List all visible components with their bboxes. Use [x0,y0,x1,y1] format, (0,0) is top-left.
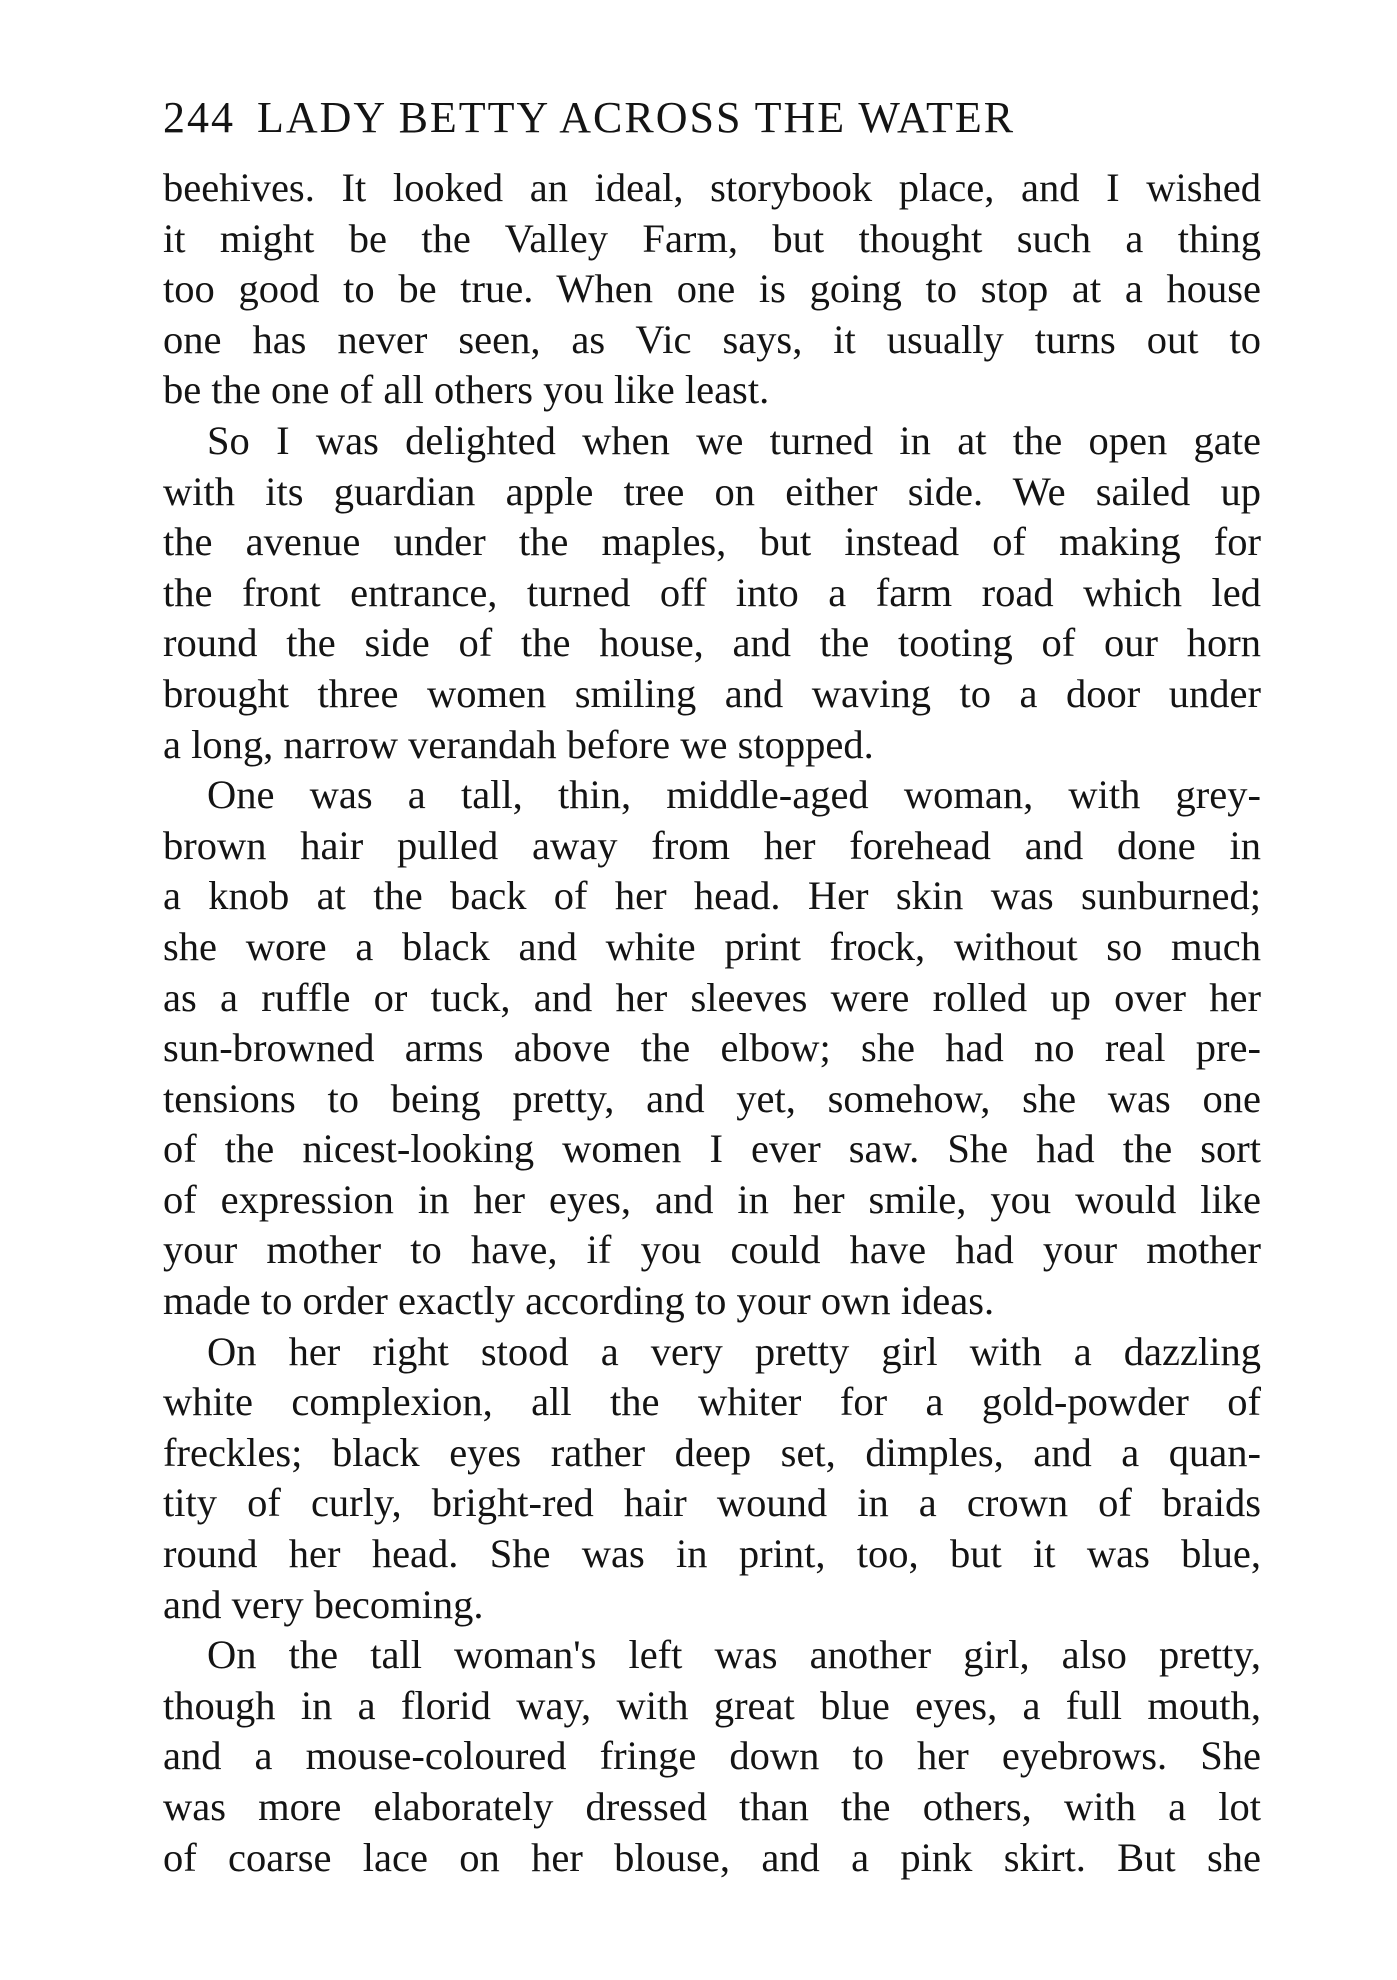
text-line: white complexion, all the whiter for a gold-powder of [163,1379,1261,1425]
text-line: freckles; black eyes rather deep set, dimples, and a quan- [163,1429,1261,1475]
text-line: she wore a black and white print frock, without so much [163,923,1261,969]
text-line: of expression in her eyes, and in her smile, you would like [163,1176,1261,1222]
text-line: and a mouse-coloured fringe down to her eyebrows. She [163,1733,1261,1779]
text-line: of the nicest-looking women I ever saw. She had the sort [163,1126,1261,1172]
text-line: your mother to have, if you could have had your mother [163,1227,1261,1273]
text-line: was more elaborately dressed than the others, with a lot [163,1784,1261,1829]
text-line: brought three women smiling and waving to a door under [163,670,1261,716]
text-line: On the tall woman's left was another girl, also pretty, [207,1632,1261,1678]
body-text [163,163,1261,1883]
paragraph [163,1327,1261,1631]
text-line: the front entrance, turned off into a farm road which led [163,569,1261,615]
paragraph [163,1630,1261,1883]
text-line: On her right stood a very pretty girl with a dazzling [207,1328,1261,1374]
text-line: too good to be true. When one is going to stop at a house [163,266,1261,312]
text-line: round her head. She was in print, too, but it was blue, [163,1531,1261,1577]
paragraph [163,770,1261,1327]
text-line: tensions to being pretty, and yet, somehow, she was one [163,1075,1261,1121]
text-line: One was a tall, thin, middle-aged woman, with grey- [207,772,1261,818]
text-line: with its guardian apple tree on either side. We sailed up [163,468,1261,514]
text-line: made to order exactly according to your own ideas. [163,1278,995,1324]
text-line: tity of curly, bright-red hair wound in a crown of braids [163,1480,1261,1526]
text-line: it might be the Valley Farm, but thought such a thing [163,215,1261,261]
text-line: beehives. It looked an ideal, storybook place, and I wished [163,165,1261,210]
text-line: of coarse lace on her blouse, and a pink skirt. But she [163,1834,1261,1880]
text-line: one has never seen, as Vic says, it usually turns out to [163,316,1261,362]
running-head [163,88,1163,148]
text-line: round the side of the house, and the tooting of our horn [163,620,1261,666]
text-line: and very becoming. [163,1581,484,1627]
text-line: So I was delighted when we turned in at the open gate [207,417,1261,463]
text-line: a knob at the back of her head. Her skin was sunburned; [163,873,1261,919]
text-line: sun-browned arms above the elbow; she had no real pre- [163,1025,1261,1071]
page-number: 244 [163,93,235,142]
text-line: brown hair pulled away from her forehead and done in [163,822,1261,868]
paragraph [163,163,1261,416]
paragraph [163,416,1261,770]
running-title: LADY BETTY ACROSS THE WATER [257,93,1016,142]
text-line: though in a florid way, with great blue eyes, a full mouth, [163,1682,1261,1728]
text-line: be the one of all others you like least. [163,367,770,413]
text-line: as a ruffle or tuck, and her sleeves were rolled up over her [163,974,1261,1020]
text-line: a long, narrow verandah before we stopped. [163,721,874,767]
text-line: the avenue under the maples, but instead of making for [163,519,1261,565]
